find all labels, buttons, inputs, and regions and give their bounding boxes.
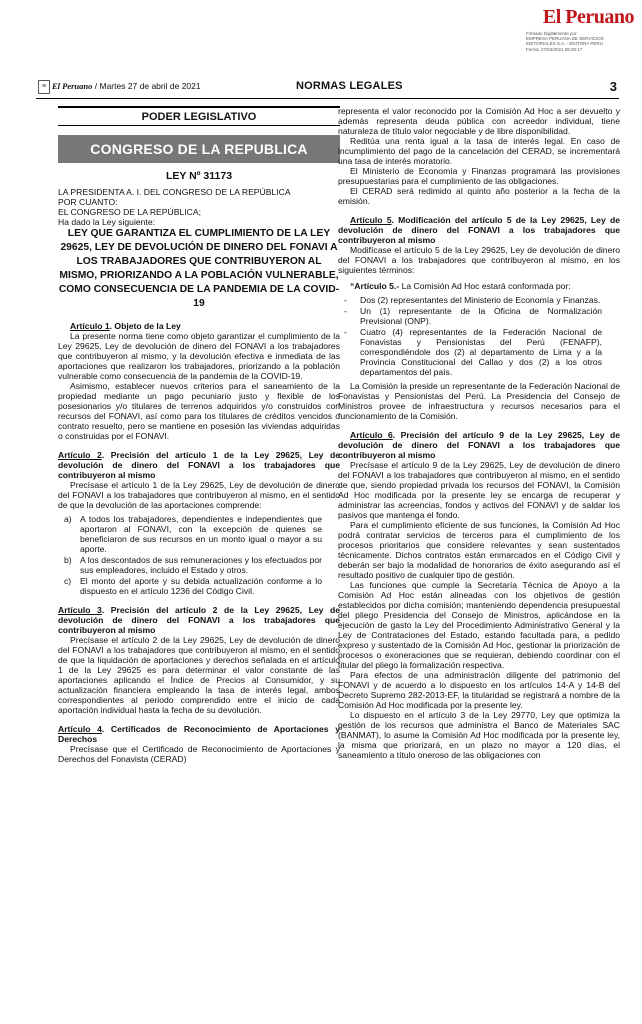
signature-line: EMPRESA PERUANA DE SERVICIOS: [526, 36, 604, 42]
paragraph: Precísase que el Certificado de Reconocimiento de Aportaciones y Derechos del Fonavista (CERAD): [58, 744, 340, 764]
paragraph: Precísase el artículo 2 de la Ley 29625, Ley de devolución de dinero del FONAVI a los trabajadores que contribuyeron al mismo, en el sentido de que la liquidación de aportaciones y derechos señalada en el artículo 1 de la Ley 29625 es para determinar el valor constante de las aportaciones aplicando el Índice de Precios al Consumidor, y su actualización financiera empleando la tasa de interés legal, ambos correspondientes al periodo comprendido entre el inicio de cada aportación individual hasta la fecha de su devolución.: [58, 635, 340, 715]
preamble-line: EL CONGRESO DE LA REPÚBLICA;: [58, 207, 201, 217]
paragraph: El CERAD será redimido al quinto año posterior a la fecha de la emisión.: [338, 186, 620, 206]
paragraph: representa el valor reconocido por la Comisión Ad Hoc a ser devuelto y además representa deuda pública con acreedor individual, tiene naturaleza de título valor negociable y de libre disponibilidad.: [338, 106, 620, 136]
list: [338, 295, 620, 377]
page-number: 3: [609, 79, 617, 94]
list-item: - Un (1) representante de la Oficina de Normalización Previsional (ONP).: [344, 306, 602, 326]
article-title: . Precisión del artículo 2 de la Ley 29625, Ley de devolución de dinero del FONAVI a los trabajadores que contribuyeron al mismo: [58, 605, 340, 635]
list: [58, 514, 340, 596]
article-number: Artículo 1: [70, 321, 110, 331]
paragraph: El Ministerio de Economía y Finanzas programará las provisiones presupuestarias para el cumplimiento de las obligaciones.: [338, 166, 620, 186]
article-title: . Modificación del artículo 5 de la Ley 29625, Ley de devolución de dinero del FONAVI a los trabajadores que contribuyeron al mismo: [338, 215, 620, 245]
digital-signature: [526, 31, 640, 52]
law-title: LEY QUE GARANTIZA EL CUMPLIMIENTO DE LA LEY 29625, LEY DE DEVOLUCIÓN DE DINERO DEL FONAVI A LOS TRABAJADORES QUE CONTRIBUYERON AL MISMO, PRIORIZANDO A LA POBLACIÓN VULNERABLE, COMO CONSECUENCIA DE LA PANDEMIA DE LA COVID-19: [58, 228, 340, 309]
paragraph: Precísase el artículo 9 de la Ley 29625, Ley de devolución de dinero del FONAVI a los trabajadores que contribuyeron al mismo, en el sentido de que, siendo propiedad privada los recursos del FONAVI, la Comisión Ad Hoc modificada por la presente ley se encarga de recuperar y administrar las acreencias, fondos y activos del FONAVI y de saldar los pasivos que mantenga el fondo.: [338, 460, 620, 520]
signature-line: EDITORIALES S.A. - EDITORA PERU: [526, 41, 603, 47]
article-number: Artículo 5: [350, 215, 392, 225]
article-2: [58, 450, 340, 596]
paragraph: Para el cumplimiento eficiente de sus funciones, la Comisión Ad Hoc podrá contratar servicios de terceros para el cumplimiento de los procesos prioritarios que considere relevantes y sean sustentados técnicamente. Dichos contratos están enmarcados en el Código Civil y deberán ser bajo la modalidad de honorarios de éxito asegurando así el resultado positivo de cualquier tipo de gestión.: [338, 520, 620, 580]
article-title: . Objeto de la Ley: [109, 321, 181, 331]
paragraph: La Comisión la preside un representante de la Federación Nacional de Fonavistas y Pensionistas del Perú. La Presidencia del Consejo de Ministros provee de infraestructura y recursos necesarios para el funcionamiento de la Comisión.: [338, 381, 620, 421]
paragraph: Las funciones que cumple la Secretaría Técnica de Apoyo a la Comisión Ad Hoc están alineadas con los objetivos de gestión establecidos por dicha comisión; manteniendo dependencia presupuestal del pliego Presidencia del Consejo de Ministros, aplicándose en la ejecución de gasto la Ley del Procedimiento Administrativo General y la Ley de Contrataciones del Estado, estando facultada para, a pedido expreso y sustentado de la Comisión Ad Hoc, gestionar la priorización de procesos o exoneraciones que se requieran, debiendo coordinar con el titular del pliego la formalización respectiva.: [338, 580, 620, 670]
article-4: [58, 724, 340, 764]
article-5: [338, 215, 620, 421]
header-date: Martes 27 de abril de 2021: [99, 81, 201, 91]
list-item: b) A los descontados de sus remuneraciones y los efectuados por sus empleadores, incluido el Estado y otros.: [64, 555, 322, 575]
quoted-article: [338, 281, 620, 421]
header-section: NORMAS LEGALES: [296, 80, 403, 92]
quote-intro: “Artículo 5.- La Comisión Ad Hoc estará conformada por:: [350, 281, 571, 291]
page-header: [36, 78, 619, 99]
paragraph: La presente norma tiene como objeto garantizar el cumplimiento de la Ley 29625, Ley de devolución de dinero del FONAVI a los trabajadores que contribuyeron al mismo, y la devolución efectiva e inmediata de las aportaciones que realizaron los trabajadores, priorizando a la población vulnerable como consecuencia de la pandemia de la COVID-19.: [58, 331, 340, 381]
article-number: Artículo 4: [58, 724, 102, 734]
paragraph: Para efectos de una administración diligente del patrimonio del FONAVI y de acuerdo a lo dispuesto en los artículos 14-A y 14-B del Decreto Supremo 282-2013-EF, la titularidad se registrará a nombre de la Comisión Ad Hoc modificada por la presente ley.: [338, 670, 620, 710]
paragraph: Precísase el artículo 1 de la Ley 29625, Ley de devolución de dinero del FONAVI a los trabajadores que contribuyeron al mismo, en el sentido de que la devolución de las aportaciones comprende:: [58, 480, 340, 510]
signature-line: Fecha: 27/04/2021 06:20:17: [526, 46, 583, 52]
article-1: [58, 321, 340, 441]
signature-line: Firmado Digitalmente por:: [526, 31, 578, 36]
newspaper-icon: ≡: [38, 80, 50, 94]
article-number: Artículo 2: [58, 450, 102, 460]
article-number: Artículo 3: [58, 605, 102, 615]
list-item: - Dos (2) representantes del Ministerio de Economía y Finanzas.: [344, 295, 601, 305]
article-title: . Precisión del artículo 1 de la Ley 29625, Ley de devolución de dinero del FONAVI a los trabajadores que contribuyeron al mismo: [58, 450, 340, 480]
paragraph: Lo dispuesto en el artículo 3 de la Ley 29770, Ley que optimiza la gestión de los recursos que administra el Banco de Materiales SAC (BANMAT), lo asume la Comisión Ad Hoc modificada por la presente ley, la misma que priorizará, en un plazo no mayor a 120 días, el saneamiento a título oneroso de las obligaciones con: [338, 710, 620, 760]
header-left: El Peruano / Martes 27 de abril de 2021: [52, 81, 201, 91]
article-title: . Certificados de Reconocimiento de Aportaciones y Derechos: [58, 724, 340, 744]
paragraph: Reditúa una renta igual a la tasa de interés legal. En caso de incumplimiento del pago de la cancelación del CERAD, se incrementará una tasa de interés moratorio.: [338, 136, 620, 166]
list-item: c) El monto del aporte y su debida actualización conforme a lo dispuesto en el artículo 1236 del Código Civil.: [64, 576, 322, 596]
list-item: - Cuatro (4) representantes de la Federación Nacional de Fonavistas y Pensionistas del Perú (FENAFP), correspondiéndole dos (2) al departamento de Lima y a la Provincia Constitucional del Callao y dos (2) a los otros departamentos del país.: [344, 327, 602, 377]
header-paper: El Peruano: [52, 81, 93, 91]
congress-banner: CONGRESO DE LA REPUBLICA: [58, 135, 340, 163]
list-item: a) A todos los trabajadores, dependientes e independientes que aportaron al FONAVI, con la excepción de quienes se beneficiaron de sus recursos en un monto igual o mayor a su aporte.: [64, 514, 322, 554]
column-right: [338, 106, 620, 760]
law-number: LEY Nº 31173: [165, 170, 233, 182]
paragraph: Asimismo, establecer nuevos criterios para el saneamiento de la propiedad mediante un pago pecuniario justo y flexible de los posesionarios y/o titulares de terrenos adquiridos y/o construidos con recursos del FONAVI, así como para los titulares de créditos vencidos o contrato resuelto, pero se mantiene en posesión las viviendas adquiridas o construidas por el FONAVI.: [58, 381, 340, 441]
article-3: [58, 605, 340, 715]
article-title: . Precisión del artículo 9 de la Ley 29625, Ley de devolución de dinero del FONAVI a los trabajadores que contribuyeron al mismo: [338, 430, 620, 460]
preamble-line: POR CUANTO:: [58, 197, 118, 207]
preamble-line: Ha dado la Ley siguiente:: [58, 217, 155, 227]
paragraph: Modifícase el artículo 5 de la Ley 29625, Ley de devolución de dinero del FONAVI a los trabajadores que contribuyeron al mismo, en los siguientes términos:: [338, 245, 620, 275]
section-title: PODER LEGISLATIVO: [58, 106, 340, 126]
preamble-line: LA PRESIDENTA A. I. DEL CONGRESO DE LA REPÚBLICA: [58, 187, 291, 197]
column-left: [58, 106, 340, 764]
el-peruano-logo: El Peruano: [542, 6, 634, 28]
article-6: [338, 430, 620, 760]
article-number: Artículo 6: [350, 430, 393, 440]
